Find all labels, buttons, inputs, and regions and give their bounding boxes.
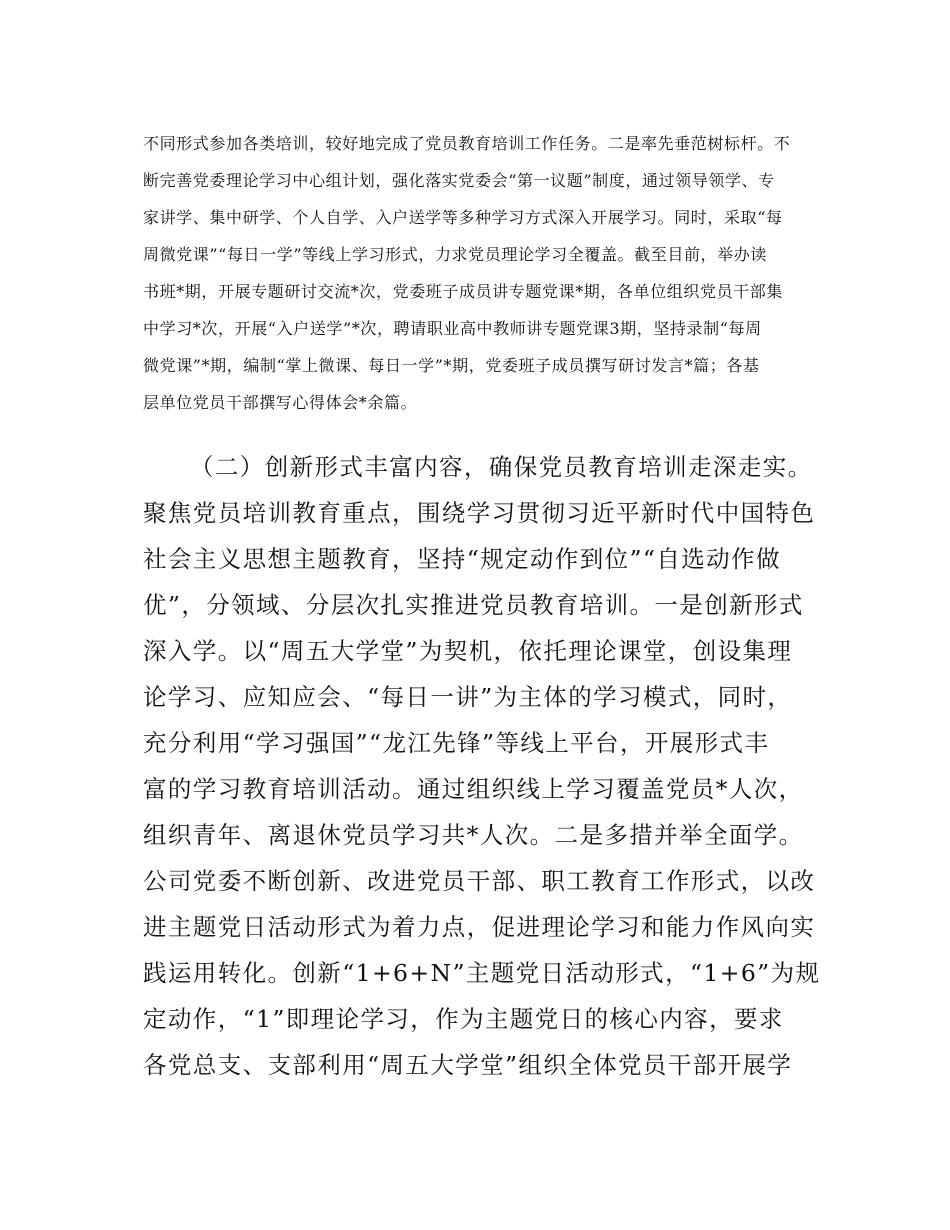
paragraph-line: 充分利用“学习强国”“龙江先锋”等线上平台，开展形式丰 [143, 729, 770, 757]
paragraph-line: 层单位党员干部撰写心得体会*余篇。 [143, 393, 418, 412]
paragraph-line: 优”，分领域、分层次扎实推进党员教育培训。一是创新形式 [143, 591, 804, 619]
paragraph-line: 周微党课”“每日一学”等线上学习形式，力求党员理论学习全覆盖。截至目前，举办读 [143, 245, 767, 264]
paragraph-line: 家讲学、集中研学、个人自学、入户送学等多种学习方式深入开展学习。同时，采取“每 [143, 208, 783, 227]
paragraph-line: 社会主义思想主题教育，坚持“规定动作到位”“自选动作做 [143, 545, 781, 573]
paragraph-line: 各党总支、支部利用“周五大学堂”组织全体党员干部开展学 [143, 1051, 793, 1079]
paragraph-line: 公司党委不断创新、改进党员干部、职工教育工作形式，以改 [143, 867, 816, 895]
paragraph-line: 论学习、应知应会、“每日一讲”为主体的学习模式，同时， [143, 683, 793, 711]
paragraph-line: 践运用转化。创新“1+6+N”主题党日活动形式，“1+6”为规 [143, 959, 821, 987]
paragraph-line: 富的学习教育培训活动。通过组织线上学习覆盖党员*人次， [143, 775, 804, 803]
paragraph-line: 微党课”*期，编制“掌上微课、每日一学”*期，党委班子成员撰写研讨发言*篇；各基 [143, 356, 760, 375]
paragraph-line: 组织青年、离退休党员学习共*人次。二是多措并举全面学。 [143, 821, 804, 849]
paragraph-line: 中学习*次，开展“入户送学”*次，聘请职业高中教师讲专题党课3期，坚持录制“每周 [143, 319, 762, 338]
paragraph-line: 不同形式参加各类培训，较好地完成了党员教育培训工作任务。二是率先垂范树标杆。不 [143, 134, 791, 153]
paragraph-line: 深入学。以“周五大学堂”为契机，依托理论课堂，创设集理 [143, 637, 793, 665]
section-heading: （二）创新形式丰富内容，确保党员教育培训走深走实。 [190, 453, 813, 481]
paragraph-line: 进主题党日活动形式为着力点，促进理论学习和能力作风向实 [143, 913, 816, 941]
paragraph-line: 聚焦党员培训教育重点，围绕学习贯彻习近平新时代中国特色 [143, 499, 816, 527]
paragraph-line: 定动作，“1”即理论学习，作为主题党日的核心内容，要求 [143, 1005, 784, 1033]
paragraph-line: 书班*期，开展专题研讨交流*次，党委班子成员讲专题党课*期，各单位组织党员干部集 [143, 282, 784, 301]
paragraph-line: 断完善党委理论学习中心组计划，强化落实党委会“第一议题”制度，通过领导领学、专 [143, 171, 775, 190]
